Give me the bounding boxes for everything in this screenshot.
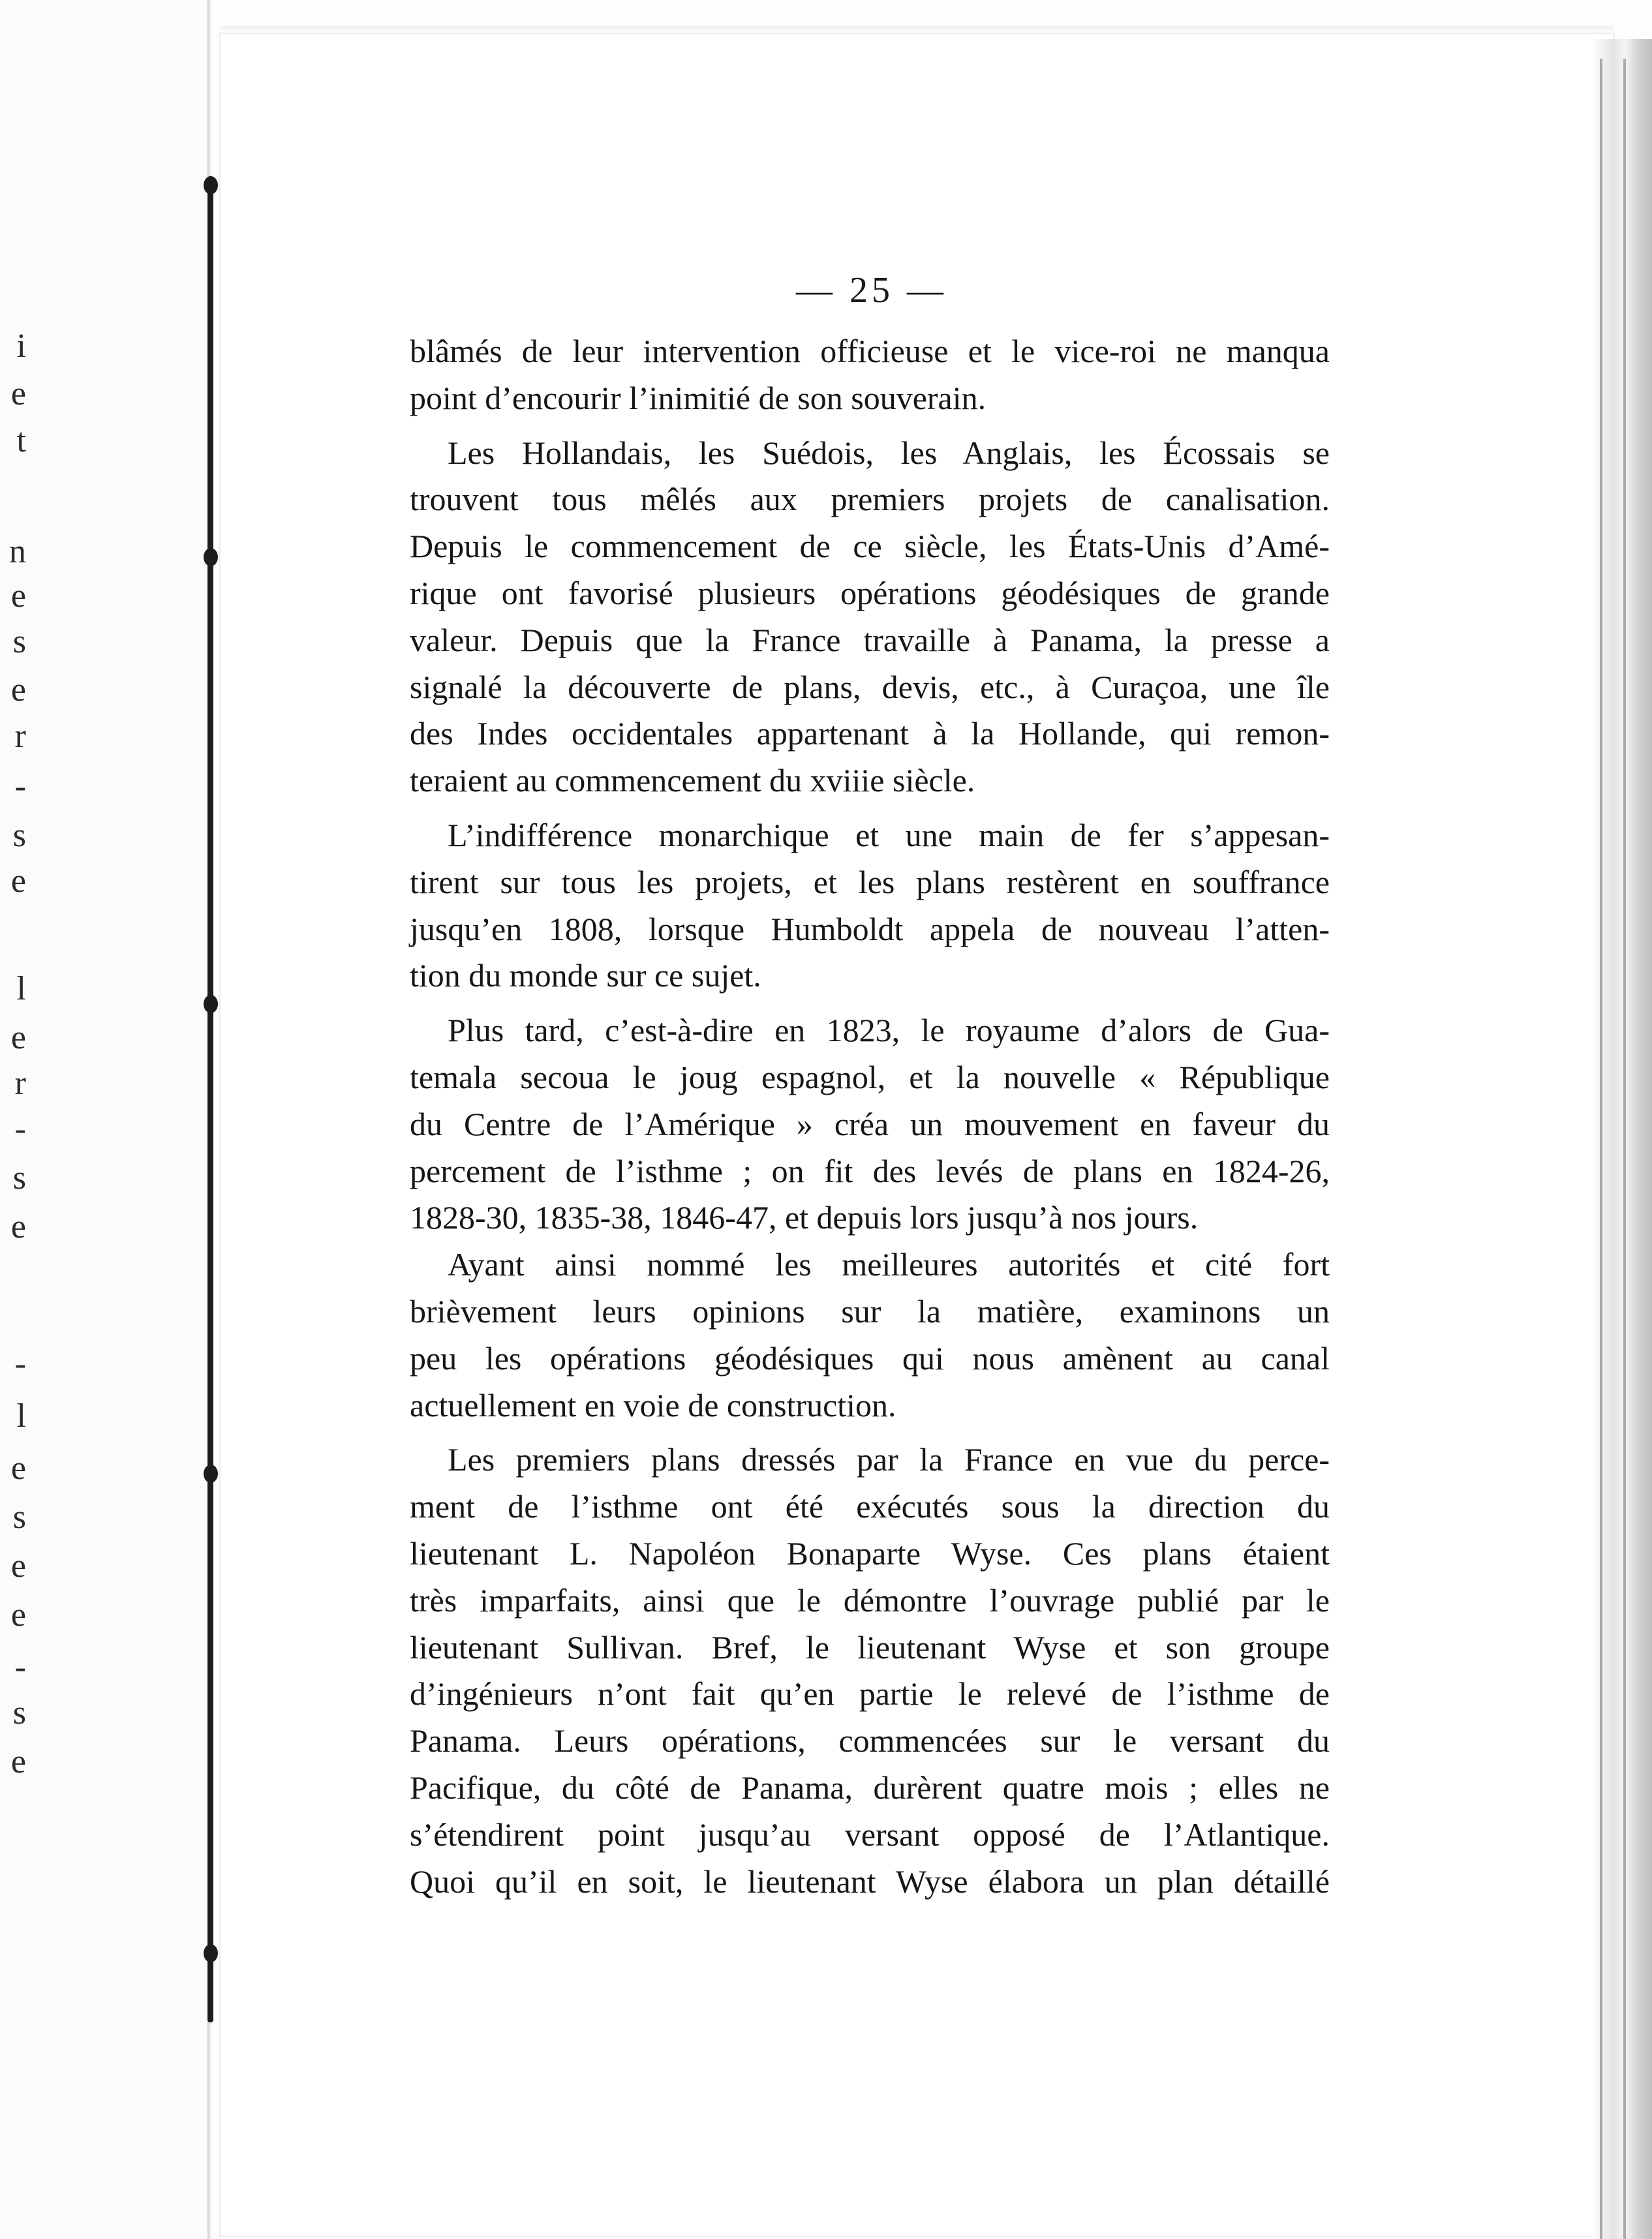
binding-knot: [204, 1944, 218, 1962]
text-line: rique ont favorisé plusieurs opérations géodésiques de grande: [410, 574, 1330, 611]
facing-page-letter: -: [14, 1110, 26, 1148]
facing-page-letter: e: [10, 1450, 26, 1487]
body-text: [410, 328, 1330, 1905]
binding-knot: [204, 995, 218, 1013]
text-line: percement de l’isthme ; on fit des levés de plans en 1824-26,: [410, 1152, 1330, 1189]
facing-page-letter: s: [12, 1499, 26, 1536]
binding-knot: [204, 1465, 218, 1483]
text-line: peu les opérations géodésiques qui nous amènent au canal: [410, 1339, 1330, 1377]
facing-page-letter: e: [10, 862, 26, 900]
page-stack-line: [1623, 59, 1626, 2239]
paragraph: [410, 430, 1330, 804]
text-line: actuellement en voie de construction.: [410, 1386, 896, 1424]
page-number: — 25 —: [796, 270, 947, 311]
text-line: Pacifique, du côté de Panama, durèrent quatre mois ; elles ne: [410, 1769, 1330, 1806]
facing-page-letter: -: [14, 1345, 26, 1382]
text-line: jusqu’en 1808, lorsque Humboldt appela de nouveau l’atten-: [410, 910, 1330, 947]
text-line: ment de l’isthme ont été exécutés sous la direction du: [410, 1488, 1330, 1525]
text-line: brièvement leurs opinions sur la matière, examinons un: [410, 1292, 1330, 1330]
page-stack-line: [1600, 59, 1602, 2239]
text-line: teraient au commencement du xviiie siècle.: [410, 762, 975, 799]
text-line: tirent sur tous les projets, et les plans restèrent en souffrance: [410, 863, 1330, 900]
text-line: temala secoua le joug espagnol, et la nouvelle « République: [410, 1058, 1330, 1095]
text-line: tion du monde sur ce sujet.: [410, 957, 761, 994]
text-line: valeur. Depuis que la France travaille à Panama, la presse a: [410, 621, 1330, 658]
text-line: s’étendirent point jusqu’au versant opposé de l’Atlantique.: [410, 1816, 1330, 1853]
facing-page-letter: e: [10, 671, 26, 708]
paragraph: [410, 812, 1330, 999]
text-line: du Centre de l’Amérique » créa un mouvement en faveur du: [410, 1105, 1330, 1142]
binding-knot: [204, 548, 218, 566]
text-line: 1828-30, 1835-38, 1846-47, et depuis lors jusqu’à nos jours.: [410, 1199, 1199, 1236]
facing-page-letter: l: [16, 1397, 26, 1435]
paragraph: [410, 328, 1330, 422]
text-line: Depuis le commencement de ce siècle, les États-Unis d’Amé-: [410, 528, 1330, 565]
text-line: signalé la découverte de plans, devis, etc., à Curaçoa, une île: [410, 668, 1330, 705]
facing-page-letter: t: [16, 422, 26, 459]
facing-page-letter: e: [10, 1019, 26, 1056]
facing-page-letter: s: [12, 1694, 26, 1731]
facing-page-letter: e: [10, 1743, 26, 1780]
text-line: très imparfaits, ainsi que le démontre l’ouvrage publié par le: [410, 1581, 1330, 1619]
text-line: trouvent tous mêlés aux premiers projets de canalisation.: [410, 481, 1330, 518]
text-line: Plus tard, c’est-à-dire en 1823, le royaume d’alors de Gua-: [448, 1012, 1330, 1049]
facing-page-letter: -: [14, 1649, 26, 1686]
paragraph: [410, 1241, 1330, 1429]
paragraph: [410, 1437, 1330, 1905]
text-line: Les premiers plans dressés par la France en vue du perce-: [448, 1441, 1330, 1478]
facing-page-letter: s: [12, 817, 26, 854]
text-line: blâmés de leur intervention officieuse et le vice-roi ne manqua: [410, 333, 1330, 369]
page-top-edge: [221, 26, 1614, 34]
text-line: Les Hollandais, les Suédois, les Anglais, les Écossais se: [448, 434, 1330, 471]
facing-page-letter: r: [14, 718, 26, 755]
facing-page-letter: l: [16, 970, 26, 1007]
facing-page-letter: -: [14, 768, 26, 805]
text-line: d’ingénieurs n’ont fait qu’en partie le relevé de l’isthme de: [410, 1675, 1330, 1713]
facing-page-letter: n: [9, 533, 26, 570]
facing-page-letter: r: [14, 1065, 26, 1102]
facing-page-letter: e: [10, 1596, 26, 1634]
facing-page-letter: e: [10, 1547, 26, 1585]
text-line: des Indes occidentales appartenant à la Hollande, qui remon-: [410, 715, 1330, 752]
binding-thread: [207, 176, 213, 2022]
text-line: lieutenant Sullivan. Bref, le lieutenant Wyse et son groupe: [410, 1628, 1330, 1666]
facing-page-letter: s: [12, 623, 26, 660]
facing-page-letter: i: [16, 327, 26, 365]
facing-page-letter: e: [10, 375, 26, 412]
text-line: lieutenant L. Napoléon Bonaparte Wyse. Ces plans étaient: [410, 1534, 1330, 1572]
text-line: point d’encourir l’inimitié de son souverain.: [410, 379, 987, 416]
text-line: L’indifférence monarchique et une main de fer s’appesan-: [448, 816, 1330, 853]
text-line: Quoi qu’il en soit, le lieutenant Wyse élabora un plan détaillé: [410, 1863, 1330, 1900]
text-line: Ayant ainsi nommé les meilleures autorités et cité fort: [448, 1246, 1330, 1283]
facing-page-edge: [0, 0, 207, 2239]
facing-page-letter: e: [10, 577, 26, 615]
facing-page-letter: s: [12, 1159, 26, 1196]
text-line: Panama. Leurs opérations, commencées sur le versant du: [410, 1722, 1330, 1759]
binding-knot: [204, 176, 218, 194]
facing-page-letter: e: [10, 1208, 26, 1245]
paragraph: [410, 1007, 1330, 1241]
